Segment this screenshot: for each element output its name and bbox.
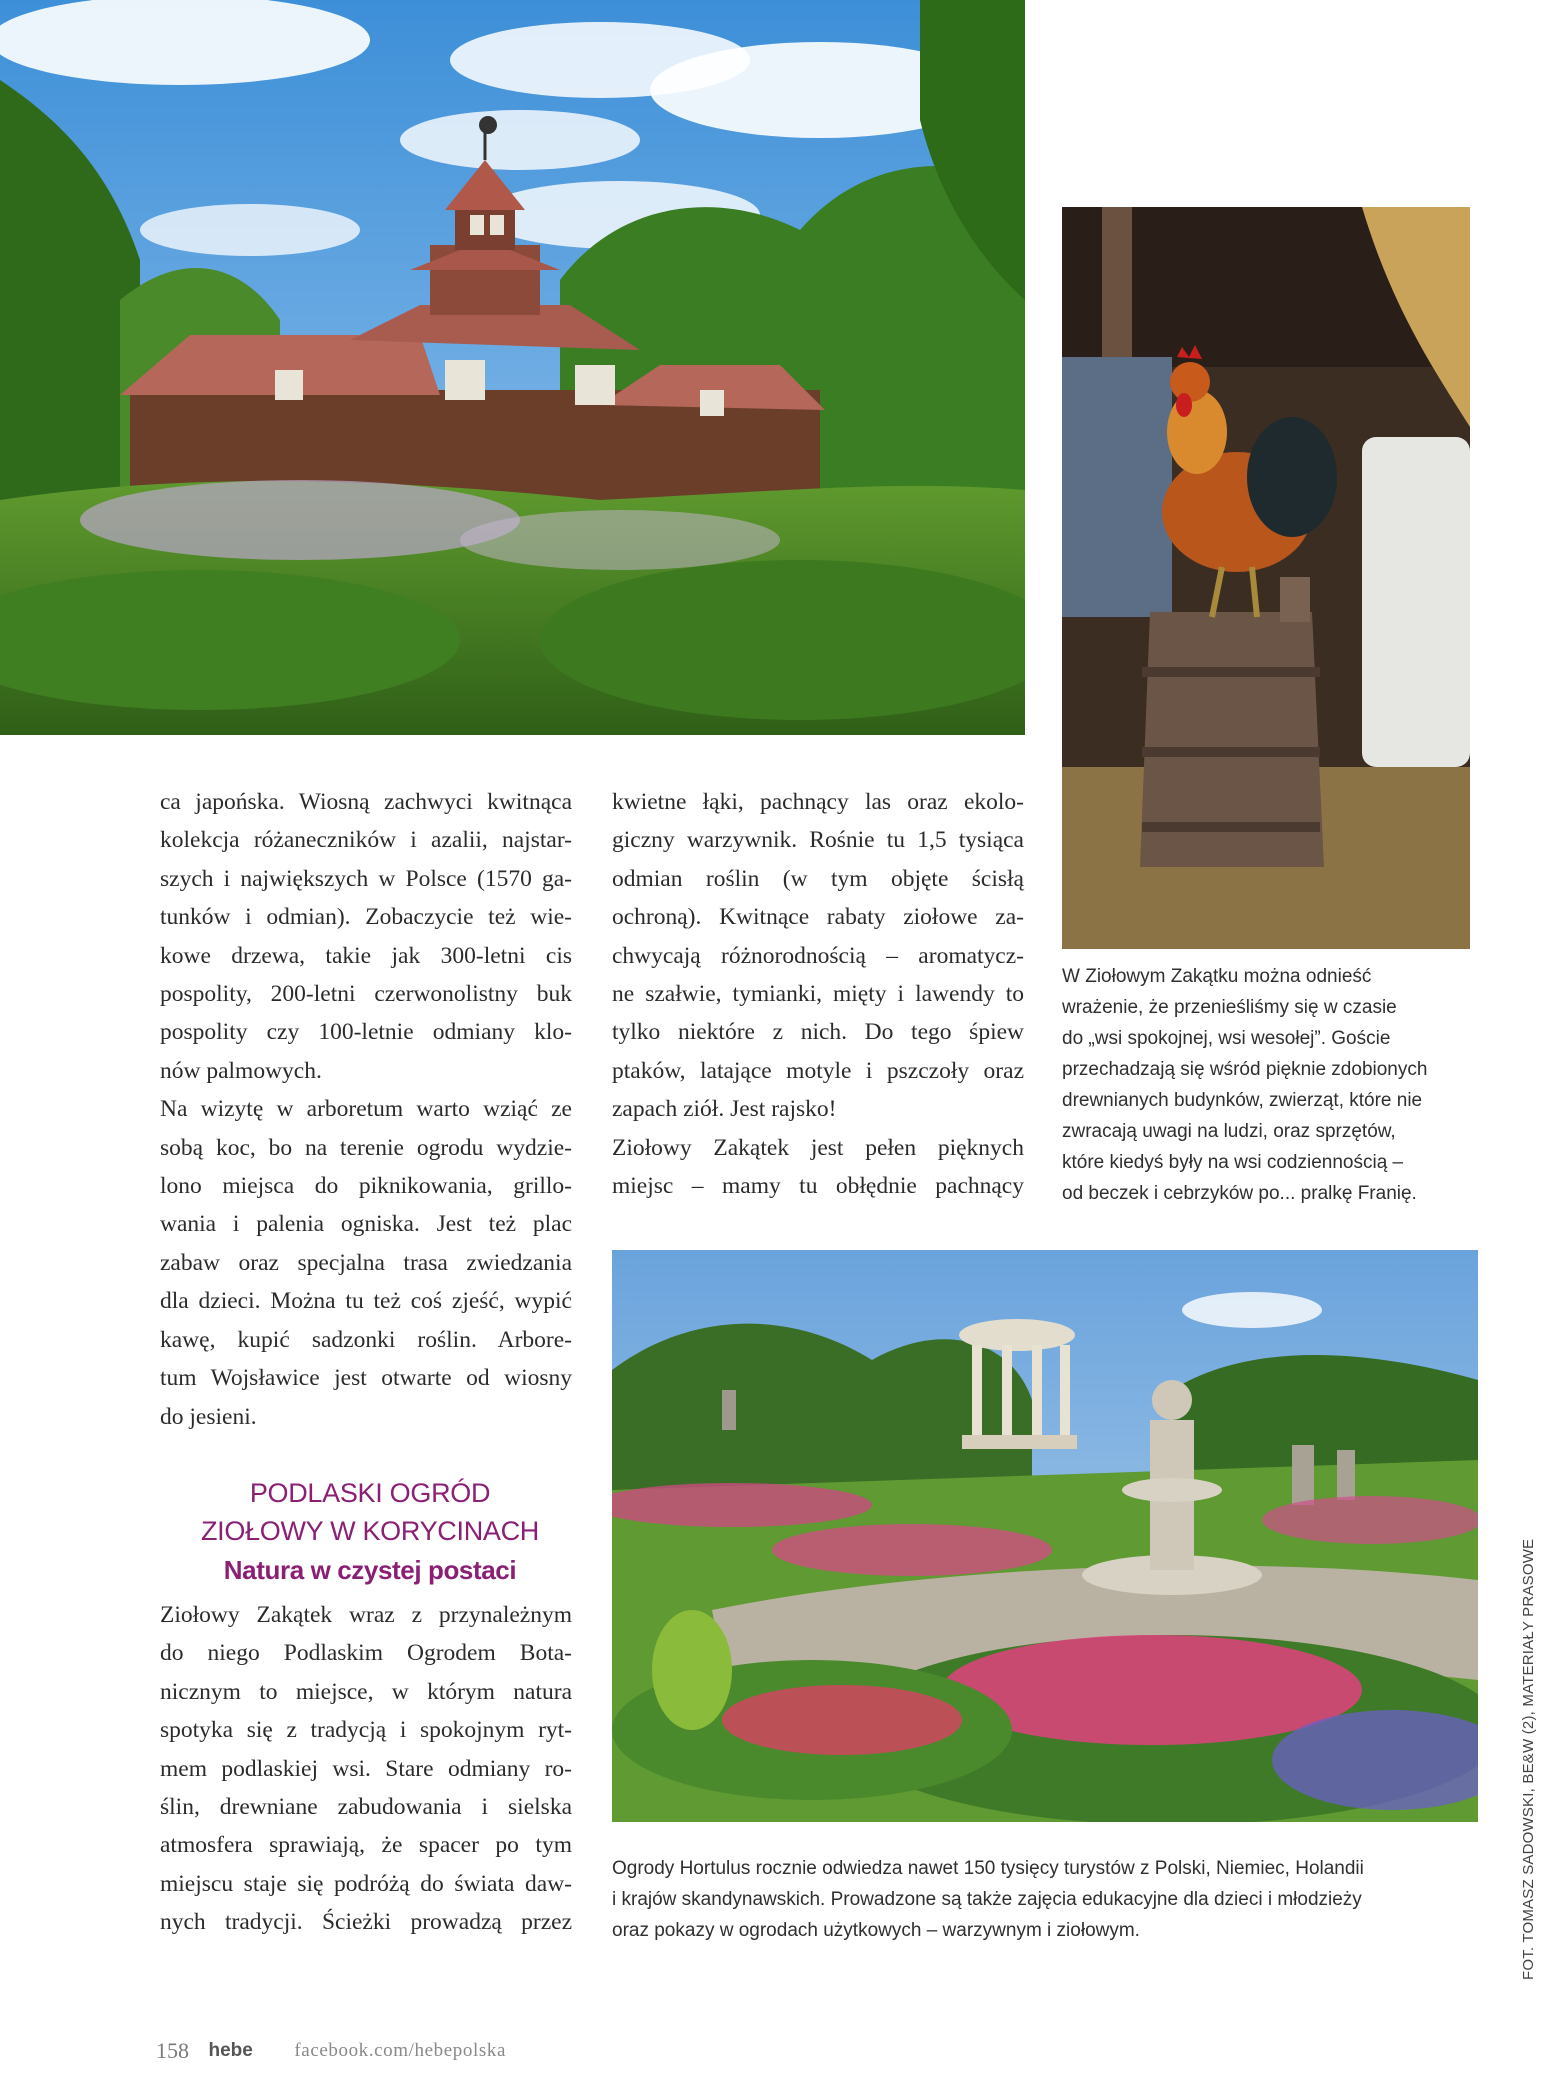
text-line: giczny warzywnik. Rośnie tu 1,5 tysiąca <box>612 827 1024 854</box>
text-line: tylko niektóre z nich. Do tego śpiew <box>612 1019 1024 1046</box>
caption-line: do „wsi spokojnej, wsi wesołej”. Goście <box>1062 1028 1391 1049</box>
body-column-1-bottom <box>160 1596 572 1942</box>
photo-garden-rotunda <box>612 1250 1478 1822</box>
text-line: wania i palenia ogniska. Jest też plac <box>160 1211 572 1238</box>
heading-line-2: ZIOŁOWY W KORYCINACH <box>200 1516 540 1546</box>
text-line: tunków i odmian). Zobaczycie też wie- <box>160 904 572 931</box>
text-line: ślin, drewniane zabudowania i sielska <box>160 1794 572 1821</box>
text-line: miejscu staje się podróżą do świata daw- <box>160 1870 572 1897</box>
caption-line: oraz pokazy w ogrodach użytkowych – warzywnym i ziołowym. <box>612 1920 1140 1941</box>
section-heading <box>160 1474 580 1590</box>
text-line: nicznym to miejsce, w którym natura <box>160 1678 572 1705</box>
caption-line: przechadzają się wśród pięknie zdobionych <box>1062 1059 1428 1080</box>
text-line: atmosfera sprawiają, że spacer po tym <box>160 1832 572 1859</box>
caption-line: i krajów skandynawskich. Prowadzone są także zajęcia edukacyjne dla dzieci i młodzieży <box>612 1889 1362 1910</box>
text-line: Na wizytę w arboretum warto wziąć ze <box>160 1096 572 1123</box>
text-line: kwietne łąki, pachnący las oraz ekolo- <box>612 789 1024 815</box>
text-line: do niego Podlaskim Ogrodem Bota- <box>160 1640 572 1667</box>
text-line: ochroną). Kwitnące rabaty ziołowe za- <box>612 904 1024 931</box>
text-line: spotyka się z tradycją i spokojnym ryt- <box>160 1717 572 1744</box>
photo-manor-house <box>0 0 1025 735</box>
caption-line: W Ziołowym Zakątku można odnieść <box>1062 966 1372 987</box>
brand-logo: hebe <box>208 2039 253 2061</box>
facebook-link[interactable]: facebook.com/hebepolska <box>294 2039 506 2061</box>
page-number: 158 <box>156 2037 189 2063</box>
text-line: miejsc – mamy tu obłędnie pachnący <box>612 1173 1024 1200</box>
caption-line: od beczek i cebrzyków po... pralkę Franię. <box>1062 1183 1417 1204</box>
caption-line: które kiedyś były na wsi codziennością – <box>1062 1152 1404 1173</box>
text-line: zabaw oraz specjalna trasa zwiedzania <box>160 1249 572 1276</box>
text-line: Ziołowy Zakątek jest pełen pięknych <box>612 1134 1024 1161</box>
text-line: do jesieni. <box>160 1403 257 1430</box>
photo-rooster <box>1062 207 1470 949</box>
text-line: zapach ziół. Jest rajsko! <box>612 1096 837 1123</box>
text-line: Ziołowy Zakątek wraz z przynależnym <box>160 1602 572 1628</box>
text-line: sobą koc, bo na terenie ogrodu wydzie- <box>160 1134 572 1161</box>
body-column-1-top <box>160 783 572 1436</box>
page-footer <box>156 2036 506 2066</box>
heading-subtitle: Natura w czystej postaci <box>223 1555 517 1585</box>
caption-line: zwracają uwagi na ludzi, oraz sprzętów, <box>1062 1121 1396 1142</box>
text-line: szych i największych w Polsce (1570 ga- <box>160 865 572 892</box>
text-line: ptaków, latające motyle i pszczoły oraz <box>612 1057 1024 1084</box>
caption-line: Ogrody Hortulus rocznie odwiedza nawet 150 tysięcy turystów z Polski, Niemiec, Holandii <box>612 1858 1364 1879</box>
text-line: odmian roślin (w tym objęte ścisłą <box>612 865 1024 892</box>
text-line: kawę, kupić sadzonki roślin. Arbore- <box>160 1326 572 1353</box>
caption-rooster <box>1062 961 1472 1209</box>
caption-line: drewnianych budynków, zwierząt, które nie <box>1062 1090 1423 1111</box>
text-line: pospolity, 200-letni czerwonolistny buk <box>160 981 572 1008</box>
text-line: ca japońska. Wiosną zachwyci kwitnąca <box>160 789 572 815</box>
text-line: kolekcja różaneczników i azalii, najstar- <box>160 827 572 854</box>
text-line: nych tradycji. Ścieżki prowadzą przez <box>160 1909 572 1936</box>
text-line: nów palmowych. <box>160 1057 322 1084</box>
photo-credit: FOT. TOMASZ SADOWSKI, BE&W (2), MATERIAŁY PRASOWE <box>1520 1538 1537 1980</box>
text-line: kowe drzewa, takie jak 300-letni cis <box>160 942 572 969</box>
text-line: tum Wojsławice jest otwarte od wiosny <box>160 1365 572 1392</box>
caption-garden <box>612 1853 1492 1946</box>
text-line: pospolity czy 100-letnie odmiany klo- <box>160 1019 572 1046</box>
body-column-2 <box>612 783 1024 1205</box>
text-line: dla dzieci. Można tu też coś zjeść, wypić <box>160 1288 572 1315</box>
text-line: chwycają różnorodnością – aromatycz- <box>612 942 1024 969</box>
text-line: ne szałwie, tymianki, mięty i lawendy to <box>612 981 1024 1008</box>
caption-line: wrażenie, że przenieśliśmy się w czasie <box>1062 997 1397 1018</box>
text-line: lono miejsca do piknikowania, grillo- <box>160 1173 572 1200</box>
heading-line-1: PODLASKI OGRÓD <box>249 1478 491 1508</box>
text-line: mem podlaskiej wsi. Stare odmiany ro- <box>160 1755 572 1782</box>
